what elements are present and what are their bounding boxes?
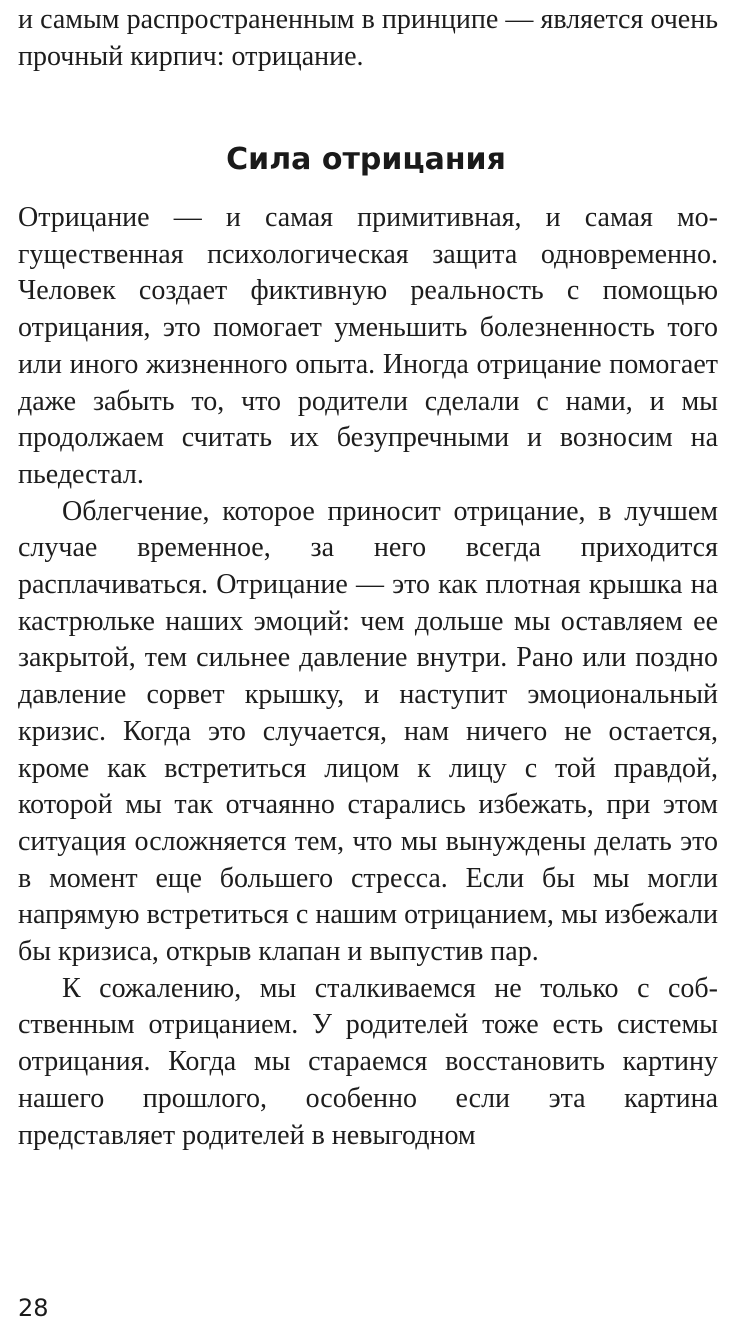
intro-text-block — [18, 2, 718, 75]
paragraph-1: Отрицание — и самая примитивная, и самая могущественная психологическая защита одновременно. Человек создает фиктивную реальность с помощью отрицания, это помогает уменьшить болезненность того или иного жизненного опыта. Иногда отрицание помогает даже забыть то, что родители сделали с нами, и мы продолжаем считать их безупречными и возносим на пьедестал. — [18, 202, 718, 490]
paragraph-3: К сожалению, мы сталкиваемся не только с собственным отрицанием. У родителей тоже есть системы отрицания. Когда мы стараемся восстановить картину нашего прошлого, особенно если эта картина представляет родителей в невыгодном — [18, 972, 718, 1151]
paragraph-2: Облегчение, которое приносит отрицание, в лучшем случае временное, за него всегда приходится расплачиваться. Отрицание — это как плотная крышка на кастрюльке наших эмоций: чем дольше мы оставляем ее закрытой, тем сильнее давление внутри. Рано или поздно давление сорвет крышку, и наступит эмоциональный кризис. Когда это случается, нам ничего не остается, кроме как встретиться лицом к лицу с той правдой, которой мы так отчаянно старались избежать, при этом ситуация осложняется тем, что мы вынуждены делать это в момент еще большего стресса. Если бы мы могли напрямую встретиться с нашим отрицанием, мы избежали бы кризиса, открыв клапан и выпустив пар. — [18, 495, 718, 968]
page-number: 28 — [18, 1294, 49, 1322]
section-heading: Сила отрицания — [226, 142, 506, 177]
section-body — [18, 200, 718, 1154]
intro-paragraph: и самым распространенным в принципе — является очень прочный кирпич: отрицание. — [18, 4, 718, 72]
